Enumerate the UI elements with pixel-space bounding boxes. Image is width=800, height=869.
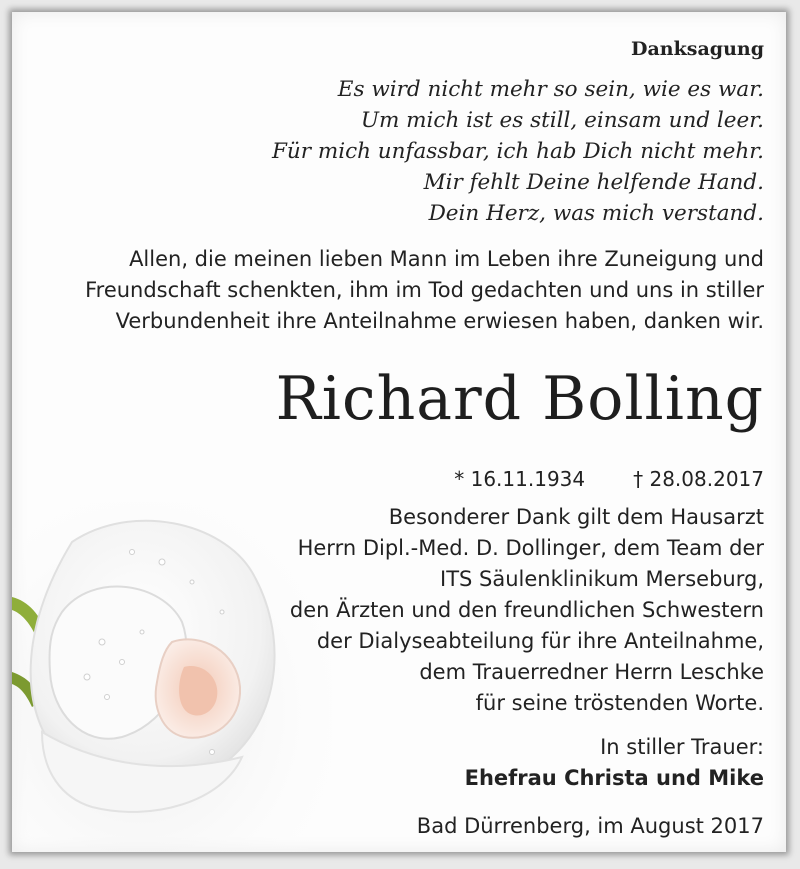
poem-line: Um mich ist es still, einsam und leer. [360,108,764,133]
life-dates [454,467,764,491]
birth-date: * 16.11.1934 [454,467,586,491]
poem [64,74,764,229]
thanks-line: ITS Säulenklinikum Merseburg, [440,567,764,591]
poem-line: Dein Herz, was mich verstand. [428,201,764,226]
poem-line: Für mich unfassbar, ich hab Dich nicht mehr. [271,139,764,164]
intro-line: Freundschaft schenkten, ihm im Tod gedachten und uns in stiller [85,278,764,302]
thanks-line: den Ärzten und den freundlichen Schwestern [289,598,764,622]
death-date: † 28.08.2017 [633,467,764,491]
place-date: Bad Dürrenberg, im August 2017 [416,814,764,838]
deceased-name: Richard Bolling [275,364,764,434]
thanks-line: Herrn Dipl.-Med. D. Dollinger, dem Team der [297,536,764,560]
thanks-line: der Dialyseabteilung für ihre Anteilnahme, [316,629,764,653]
intro-line: Allen, die meinen lieben Mann im Leben ihre Zuneigung und [129,247,764,271]
poem-line: Mir fehlt Deine helfende Hand. [423,170,764,195]
mourners [465,732,764,794]
intro-line: Verbundenheit ihre Anteilnahme erwiesen haben, danken wir. [115,309,764,333]
poem-line: Es wird nicht mehr so sein, wie es war. [337,77,764,102]
obituary-card [12,12,786,852]
mourning-intro: In stiller Trauer: [600,735,764,759]
heading-title: Danksagung [631,38,764,60]
thanks-line: Besonderer Dank gilt dem Hausarzt [388,505,764,529]
thanks-line: für seine tröstenden Worte. [475,691,764,715]
thanks-line: dem Trauerredner Herrn Leschke [419,660,764,684]
special-thanks [204,502,764,719]
mourner-names: Ehefrau Christa und Mike [464,766,764,790]
intro-text [24,244,764,337]
